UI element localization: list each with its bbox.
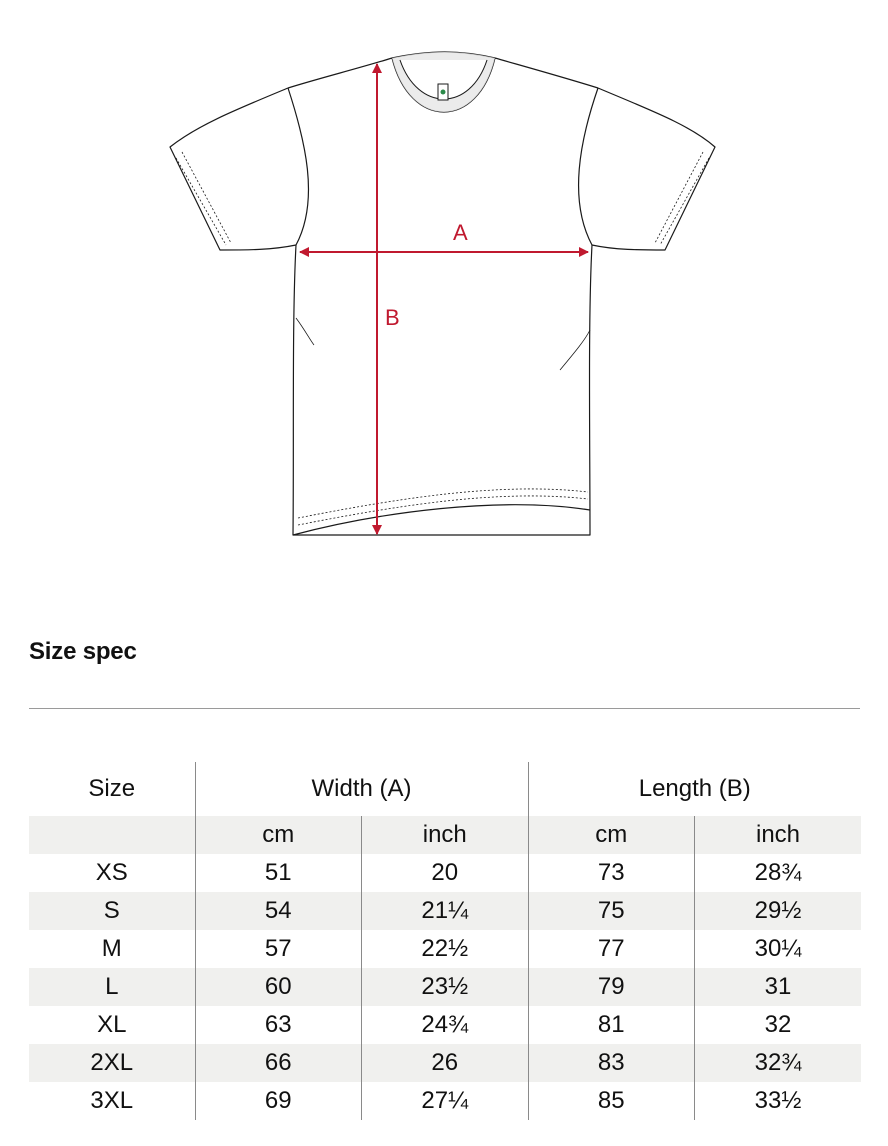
- size-cell: M: [101, 935, 122, 962]
- unit-header: [29, 816, 195, 854]
- value-cell: 21¼: [362, 892, 529, 930]
- value-cell: 79: [528, 968, 695, 1006]
- value-cell: 81: [528, 1006, 695, 1044]
- value-cell: 26: [362, 1044, 529, 1082]
- value-cell: 22½: [362, 930, 529, 968]
- value-cell: 32¾: [695, 1044, 862, 1082]
- label-a: A: [453, 220, 468, 245]
- value-cell: 60: [195, 968, 362, 1006]
- section-title: Size spec: [29, 638, 137, 665]
- size-cell: L: [105, 973, 119, 1000]
- unit-header-row: [29, 816, 861, 854]
- unit-header: cm: [195, 816, 362, 854]
- table-row: [29, 968, 861, 1006]
- value-cell: 30¼: [695, 930, 862, 968]
- value-cell: 32: [695, 1006, 862, 1044]
- table-row: [29, 1044, 861, 1082]
- unit-header: inch: [695, 816, 862, 854]
- table-row: [29, 930, 861, 968]
- right-sleeve: [592, 88, 715, 250]
- left-sleeve: [170, 88, 296, 250]
- table-row: [29, 892, 861, 930]
- size-cell: 2XL: [90, 1049, 134, 1076]
- group-header-row: [29, 762, 861, 816]
- divider: [29, 708, 860, 709]
- size-spec-table: [29, 762, 861, 1120]
- value-cell: 77: [528, 930, 695, 968]
- header-width: Width (A): [195, 762, 528, 816]
- value-cell: 27¼: [362, 1082, 529, 1120]
- table-row: [29, 1006, 861, 1044]
- size-cell: XL: [97, 1011, 127, 1038]
- header-length: Length (B): [528, 762, 861, 816]
- unit-header: inch: [362, 816, 529, 854]
- tshirt-body: [293, 245, 592, 535]
- label-b: B: [385, 305, 400, 330]
- header-size: Size: [88, 775, 136, 802]
- value-cell: 28¾: [695, 854, 862, 892]
- value-cell: 66: [195, 1044, 362, 1082]
- value-cell: 23½: [362, 968, 529, 1006]
- value-cell: 33½: [695, 1082, 862, 1120]
- size-cell: XS: [95, 859, 128, 886]
- value-cell: 54: [195, 892, 362, 930]
- value-cell: 69: [195, 1082, 362, 1120]
- value-cell: 73: [528, 854, 695, 892]
- unit-header: cm: [528, 816, 695, 854]
- value-cell: 57: [195, 930, 362, 968]
- value-cell: 29½: [695, 892, 862, 930]
- value-cell: 75: [528, 892, 695, 930]
- table-row: [29, 1082, 861, 1120]
- size-cell: S: [103, 897, 120, 924]
- value-cell: 31: [695, 968, 862, 1006]
- value-cell: 51: [195, 854, 362, 892]
- value-cell: 85: [528, 1082, 695, 1120]
- value-cell: 83: [528, 1044, 695, 1082]
- size-cell: 3XL: [90, 1087, 134, 1114]
- table-row: [29, 854, 861, 892]
- value-cell: 20: [362, 854, 529, 892]
- value-cell: 63: [195, 1006, 362, 1044]
- value-cell: 24¾: [362, 1006, 529, 1044]
